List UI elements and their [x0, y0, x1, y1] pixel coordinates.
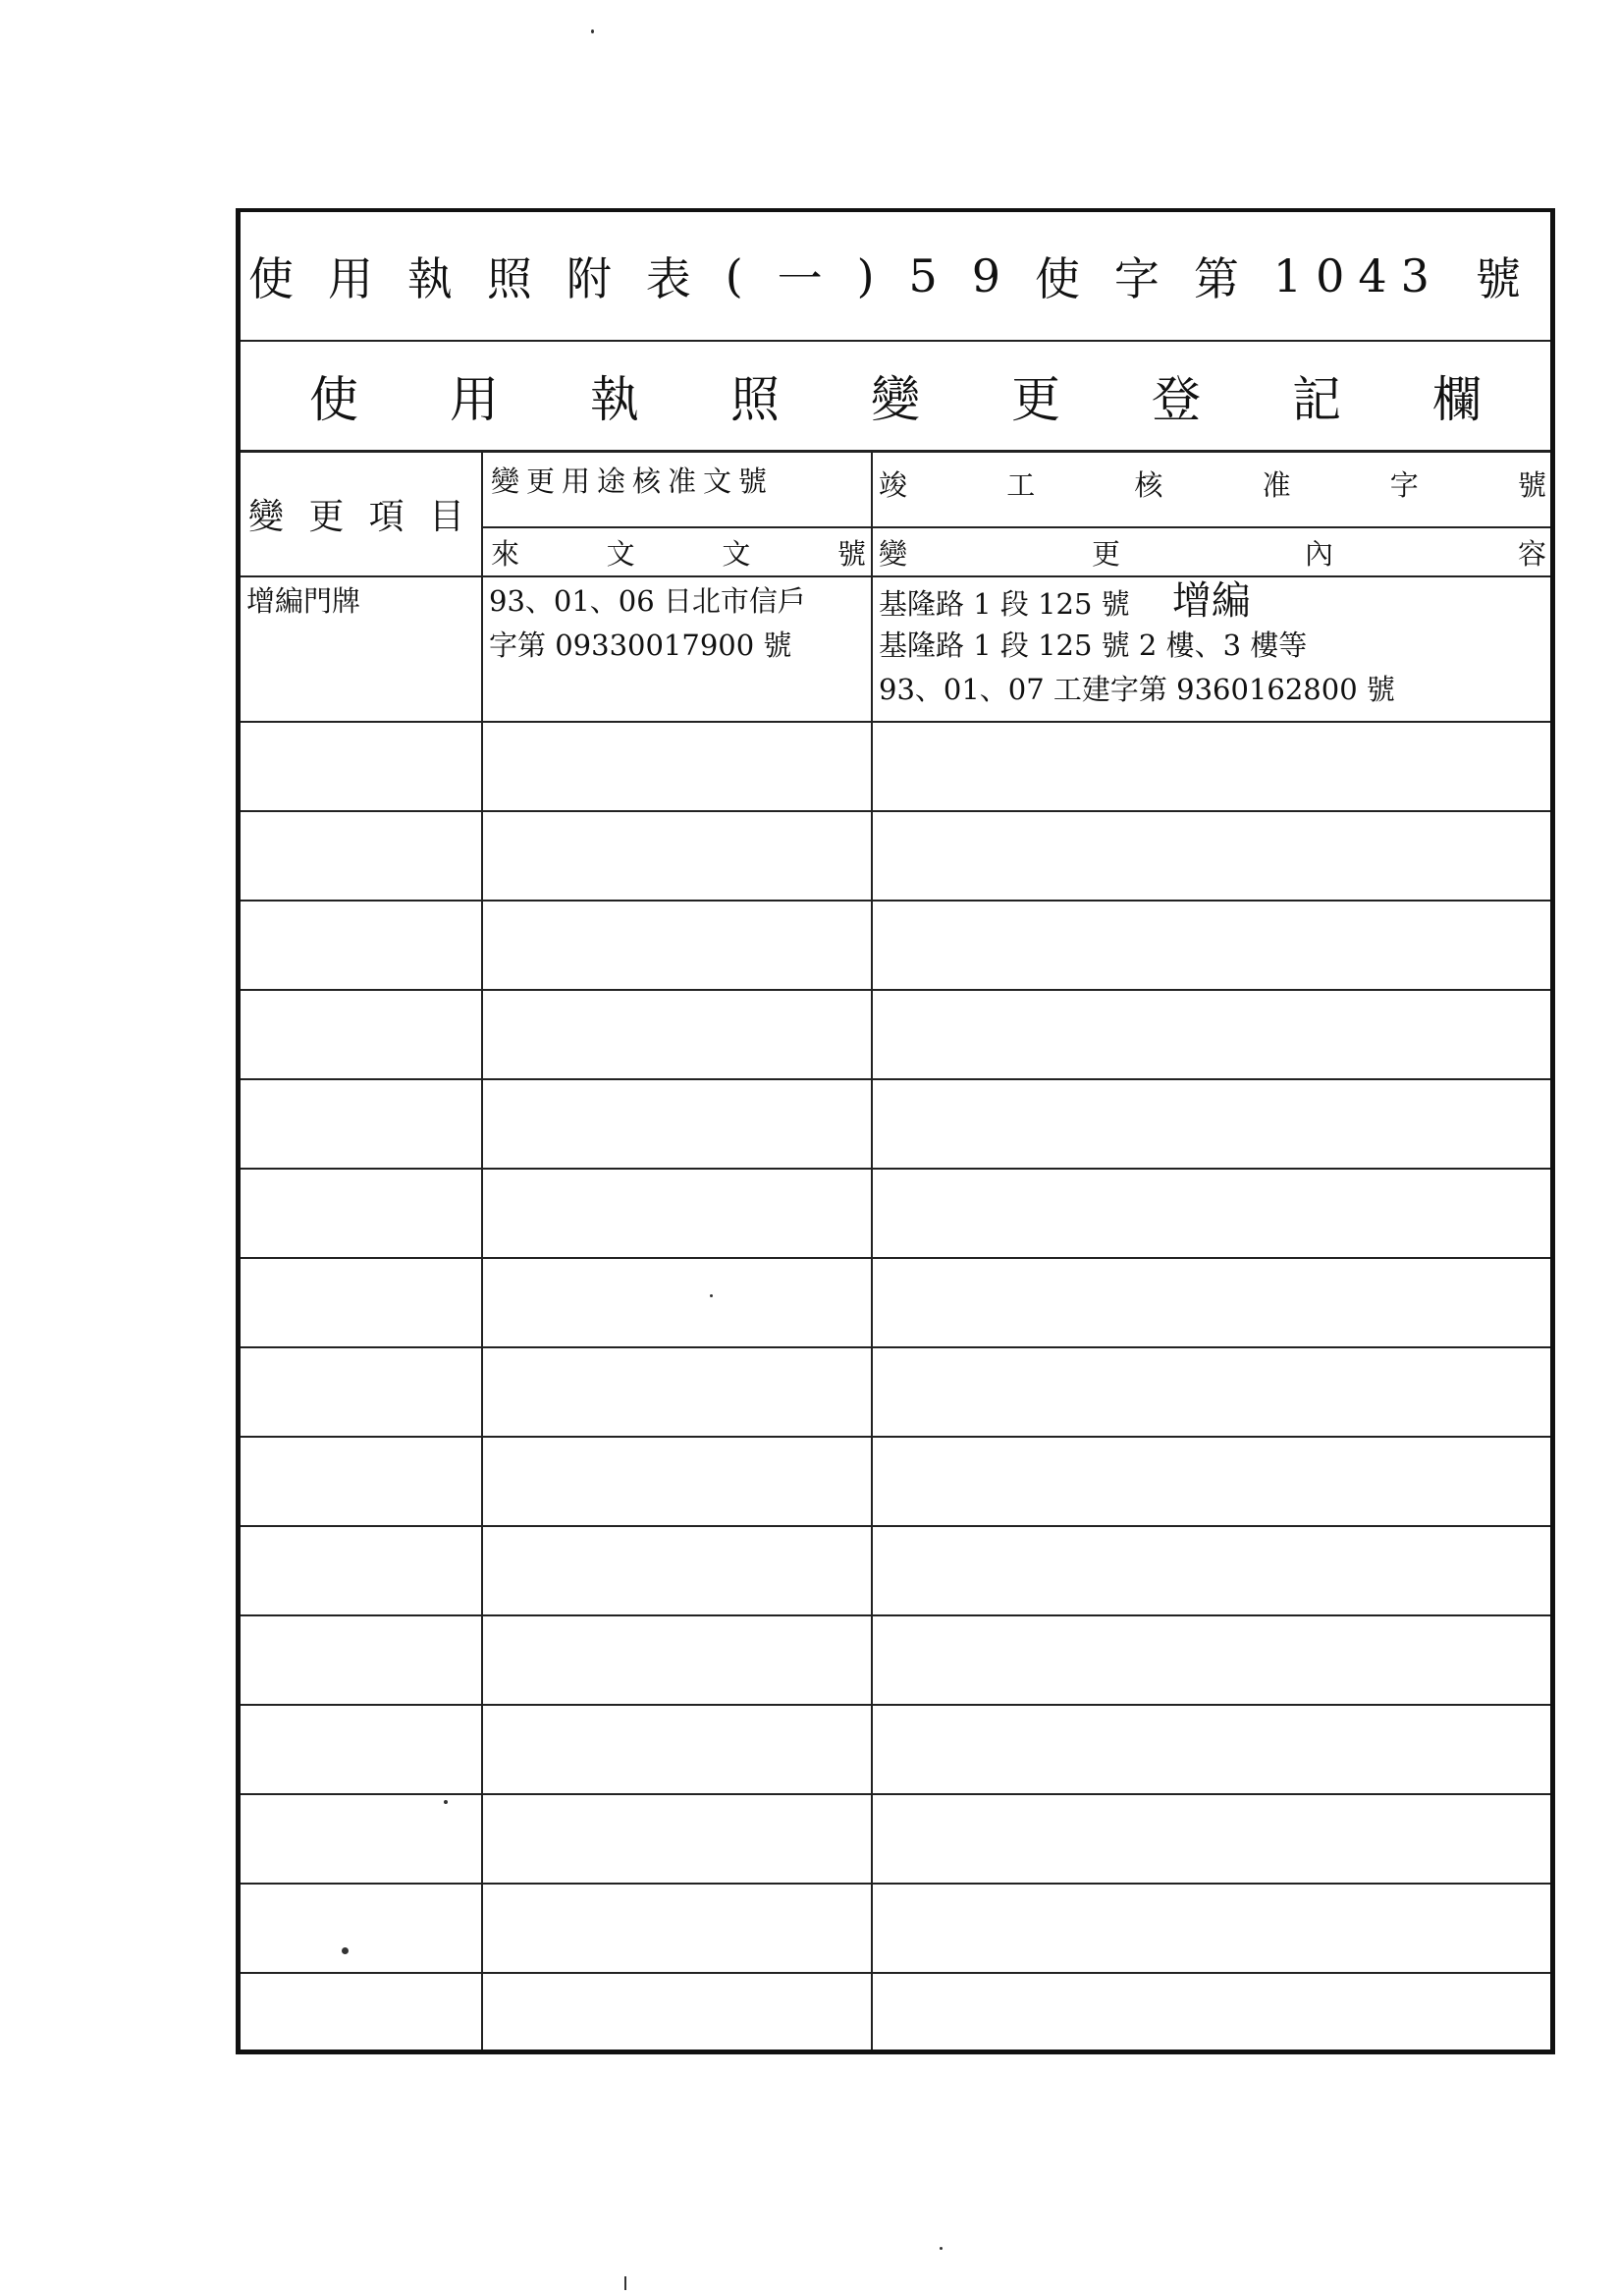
scan-speck	[710, 1294, 713, 1297]
title-char: 一	[777, 252, 825, 305]
scan-speck	[624, 2276, 626, 2290]
header-char: 目	[428, 496, 464, 537]
heading-char: 欄	[1432, 371, 1482, 428]
header-completion-approval-no	[879, 456, 1546, 511]
header-char: 更	[308, 496, 345, 537]
form-title	[241, 212, 1550, 340]
title-char: 用	[327, 252, 375, 305]
row-divider	[241, 989, 1550, 991]
header-char: 項	[368, 496, 404, 537]
header-approval-doc-no: 變更用途核准文號	[491, 465, 775, 498]
row-divider	[241, 810, 1550, 812]
row-divider	[241, 1972, 1550, 1974]
heading-char: 更	[1011, 371, 1060, 428]
column-divider	[481, 452, 483, 2050]
header-char: 來	[491, 536, 520, 571]
header-char: 號	[836, 536, 866, 571]
row-doc-line-2: 字第 09330017900 號	[489, 629, 792, 662]
heading-char: 使	[309, 371, 358, 428]
header-char: 核	[1134, 467, 1163, 502]
header-char: 更	[1091, 536, 1120, 571]
scan-speck	[444, 1800, 448, 1804]
row-change-item: 增編門牌	[246, 584, 361, 618]
header-char: 准	[1262, 467, 1291, 502]
row-divider	[241, 1078, 1550, 1080]
row-divider	[241, 1883, 1550, 1885]
scan-speck	[342, 1947, 349, 1954]
row-divider	[241, 1793, 1550, 1795]
section-heading	[241, 342, 1550, 450]
row-content-line-3: 93、01、07 工建字第 9360162800 號	[879, 673, 1395, 706]
header-char: 變	[879, 536, 908, 571]
heading-char: 記	[1292, 371, 1341, 428]
header-char: 容	[1517, 536, 1546, 571]
heading-char: 用	[450, 371, 499, 428]
header-char: 竣	[879, 467, 908, 502]
row-divider	[241, 1436, 1550, 1438]
header-char: 文	[606, 536, 635, 571]
title-char: 表	[645, 252, 693, 305]
column-divider	[871, 452, 873, 2050]
title-char: 照	[486, 252, 534, 305]
title-char: 使	[248, 252, 296, 305]
title-char: 附	[566, 252, 614, 305]
title-char: (	[725, 249, 745, 302]
content-address: 基隆路 1 段 125 號	[879, 587, 1130, 621]
header-char: 變	[248, 496, 285, 537]
title-char: 執	[406, 252, 455, 305]
scan-speck	[940, 2247, 943, 2250]
title-char: 5	[908, 249, 940, 302]
license-number: 1043	[1272, 249, 1443, 302]
header-char: 字	[1389, 467, 1419, 502]
header-incoming-doc-no	[491, 528, 866, 575]
row-content-line-1	[879, 579, 1251, 627]
heading-char: 登	[1152, 371, 1201, 428]
heading-char: 照	[730, 371, 780, 428]
header-char: 工	[1006, 467, 1036, 502]
row-doc-line-1: 93、01、06 日北市信戶	[489, 584, 806, 618]
row-divider	[241, 1168, 1550, 1170]
registration-form-table	[236, 208, 1555, 2054]
title-char: 使	[1034, 252, 1082, 305]
handwritten-annotation: 增編	[1171, 578, 1251, 624]
title-char: 第	[1193, 252, 1241, 305]
row-content-line-2: 基隆路 1 段 125 號 2 樓、3 樓等	[879, 629, 1308, 662]
row-divider	[241, 1704, 1550, 1706]
row-divider	[241, 1346, 1550, 1348]
header-char: 內	[1304, 536, 1333, 571]
row-divider	[241, 1614, 1550, 1616]
title-char: 字	[1113, 252, 1161, 305]
divider	[241, 575, 1550, 577]
heading-char: 執	[590, 371, 639, 428]
header-change-item	[248, 452, 464, 575]
scan-speck	[591, 29, 594, 33]
title-char: )	[856, 249, 877, 302]
row-divider	[241, 721, 1550, 723]
title-char: 9	[971, 249, 1002, 302]
header-char: 文	[722, 536, 751, 571]
header-char: 號	[1517, 467, 1546, 502]
header-change-content	[879, 528, 1546, 575]
row-divider	[241, 1257, 1550, 1259]
title-char: 號	[1475, 252, 1523, 305]
row-divider	[241, 1525, 1550, 1527]
row-divider	[241, 900, 1550, 902]
heading-char: 變	[871, 371, 920, 428]
